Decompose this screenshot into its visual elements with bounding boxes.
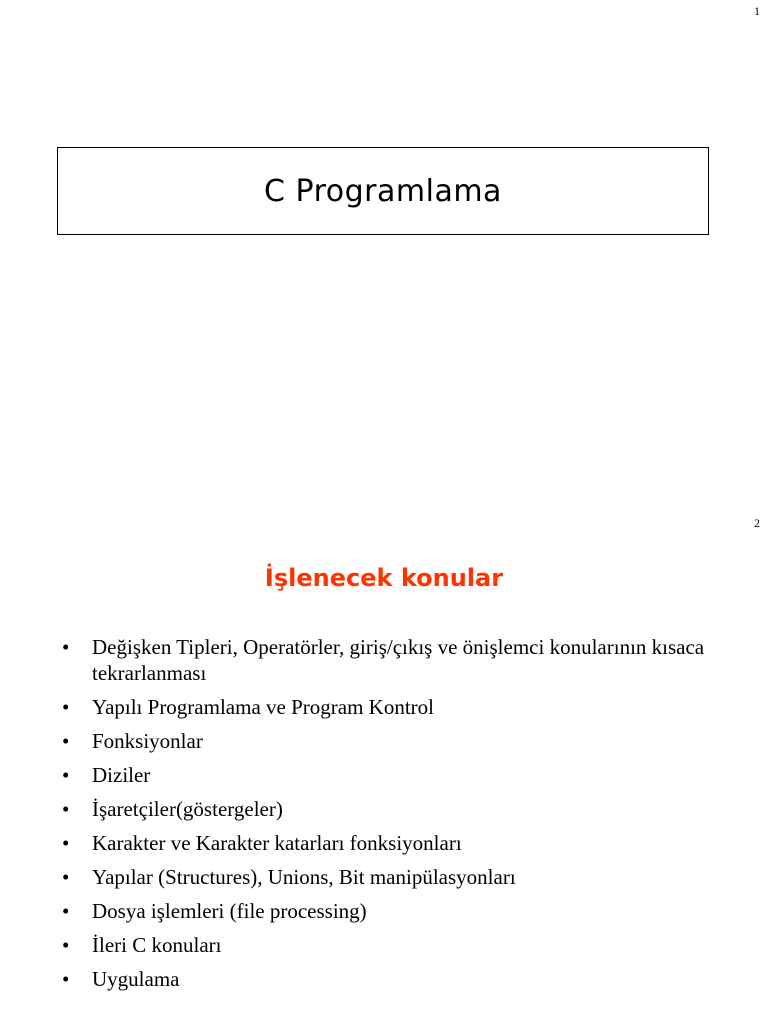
topic-item bbox=[62, 634, 722, 686]
topic-text: Yapılar (Structures), Unions, Bit manipülasyonları bbox=[92, 865, 516, 889]
topic-text: İşaretçiler(göstergeler) bbox=[92, 797, 283, 821]
page-number: 1 bbox=[754, 4, 760, 18]
topic-item bbox=[62, 694, 722, 720]
topic-text: Dosya işlemleri (file processing) bbox=[92, 899, 367, 923]
bullet-icon: • bbox=[62, 635, 70, 659]
topic-text: Diziler bbox=[92, 763, 151, 787]
topic-list bbox=[62, 634, 722, 1000]
topic-text: Fonksiyonlar bbox=[92, 729, 203, 753]
bullet-icon: • bbox=[62, 899, 70, 923]
bullet-icon: • bbox=[62, 763, 70, 787]
topic-item bbox=[62, 898, 722, 924]
bullet-icon: • bbox=[62, 933, 70, 957]
bullet-icon: • bbox=[62, 865, 70, 889]
bullet-icon: • bbox=[62, 797, 70, 821]
topic-item bbox=[62, 762, 722, 788]
topic-text: Değişken Tipleri, Operatörler, giriş/çıkış ve önişlemci konularının kısaca tekrarlanması bbox=[92, 635, 705, 685]
topic-item bbox=[62, 830, 722, 856]
topic-item bbox=[62, 864, 722, 890]
topic-item bbox=[62, 796, 722, 822]
page-number: 2 bbox=[754, 516, 760, 530]
topic-item bbox=[62, 966, 722, 992]
topic-text: Yapılı Programlama ve Program Kontrol bbox=[92, 695, 434, 719]
bullet-icon: • bbox=[62, 695, 70, 719]
topic-text: İleri C konuları bbox=[92, 933, 222, 957]
title-box bbox=[57, 147, 709, 235]
topic-item bbox=[62, 728, 722, 754]
bullet-icon: • bbox=[62, 831, 70, 855]
bullet-icon: • bbox=[62, 967, 70, 991]
bullet-icon: • bbox=[62, 729, 70, 753]
slide-title: C Programlama bbox=[264, 173, 502, 209]
slide-2 bbox=[0, 512, 768, 1024]
topic-text: Karakter ve Karakter katarları fonksiyonları bbox=[92, 831, 462, 855]
section-heading: İşlenecek konular bbox=[264, 564, 504, 592]
topic-text: Uygulama bbox=[92, 967, 180, 991]
topic-item bbox=[62, 932, 722, 958]
